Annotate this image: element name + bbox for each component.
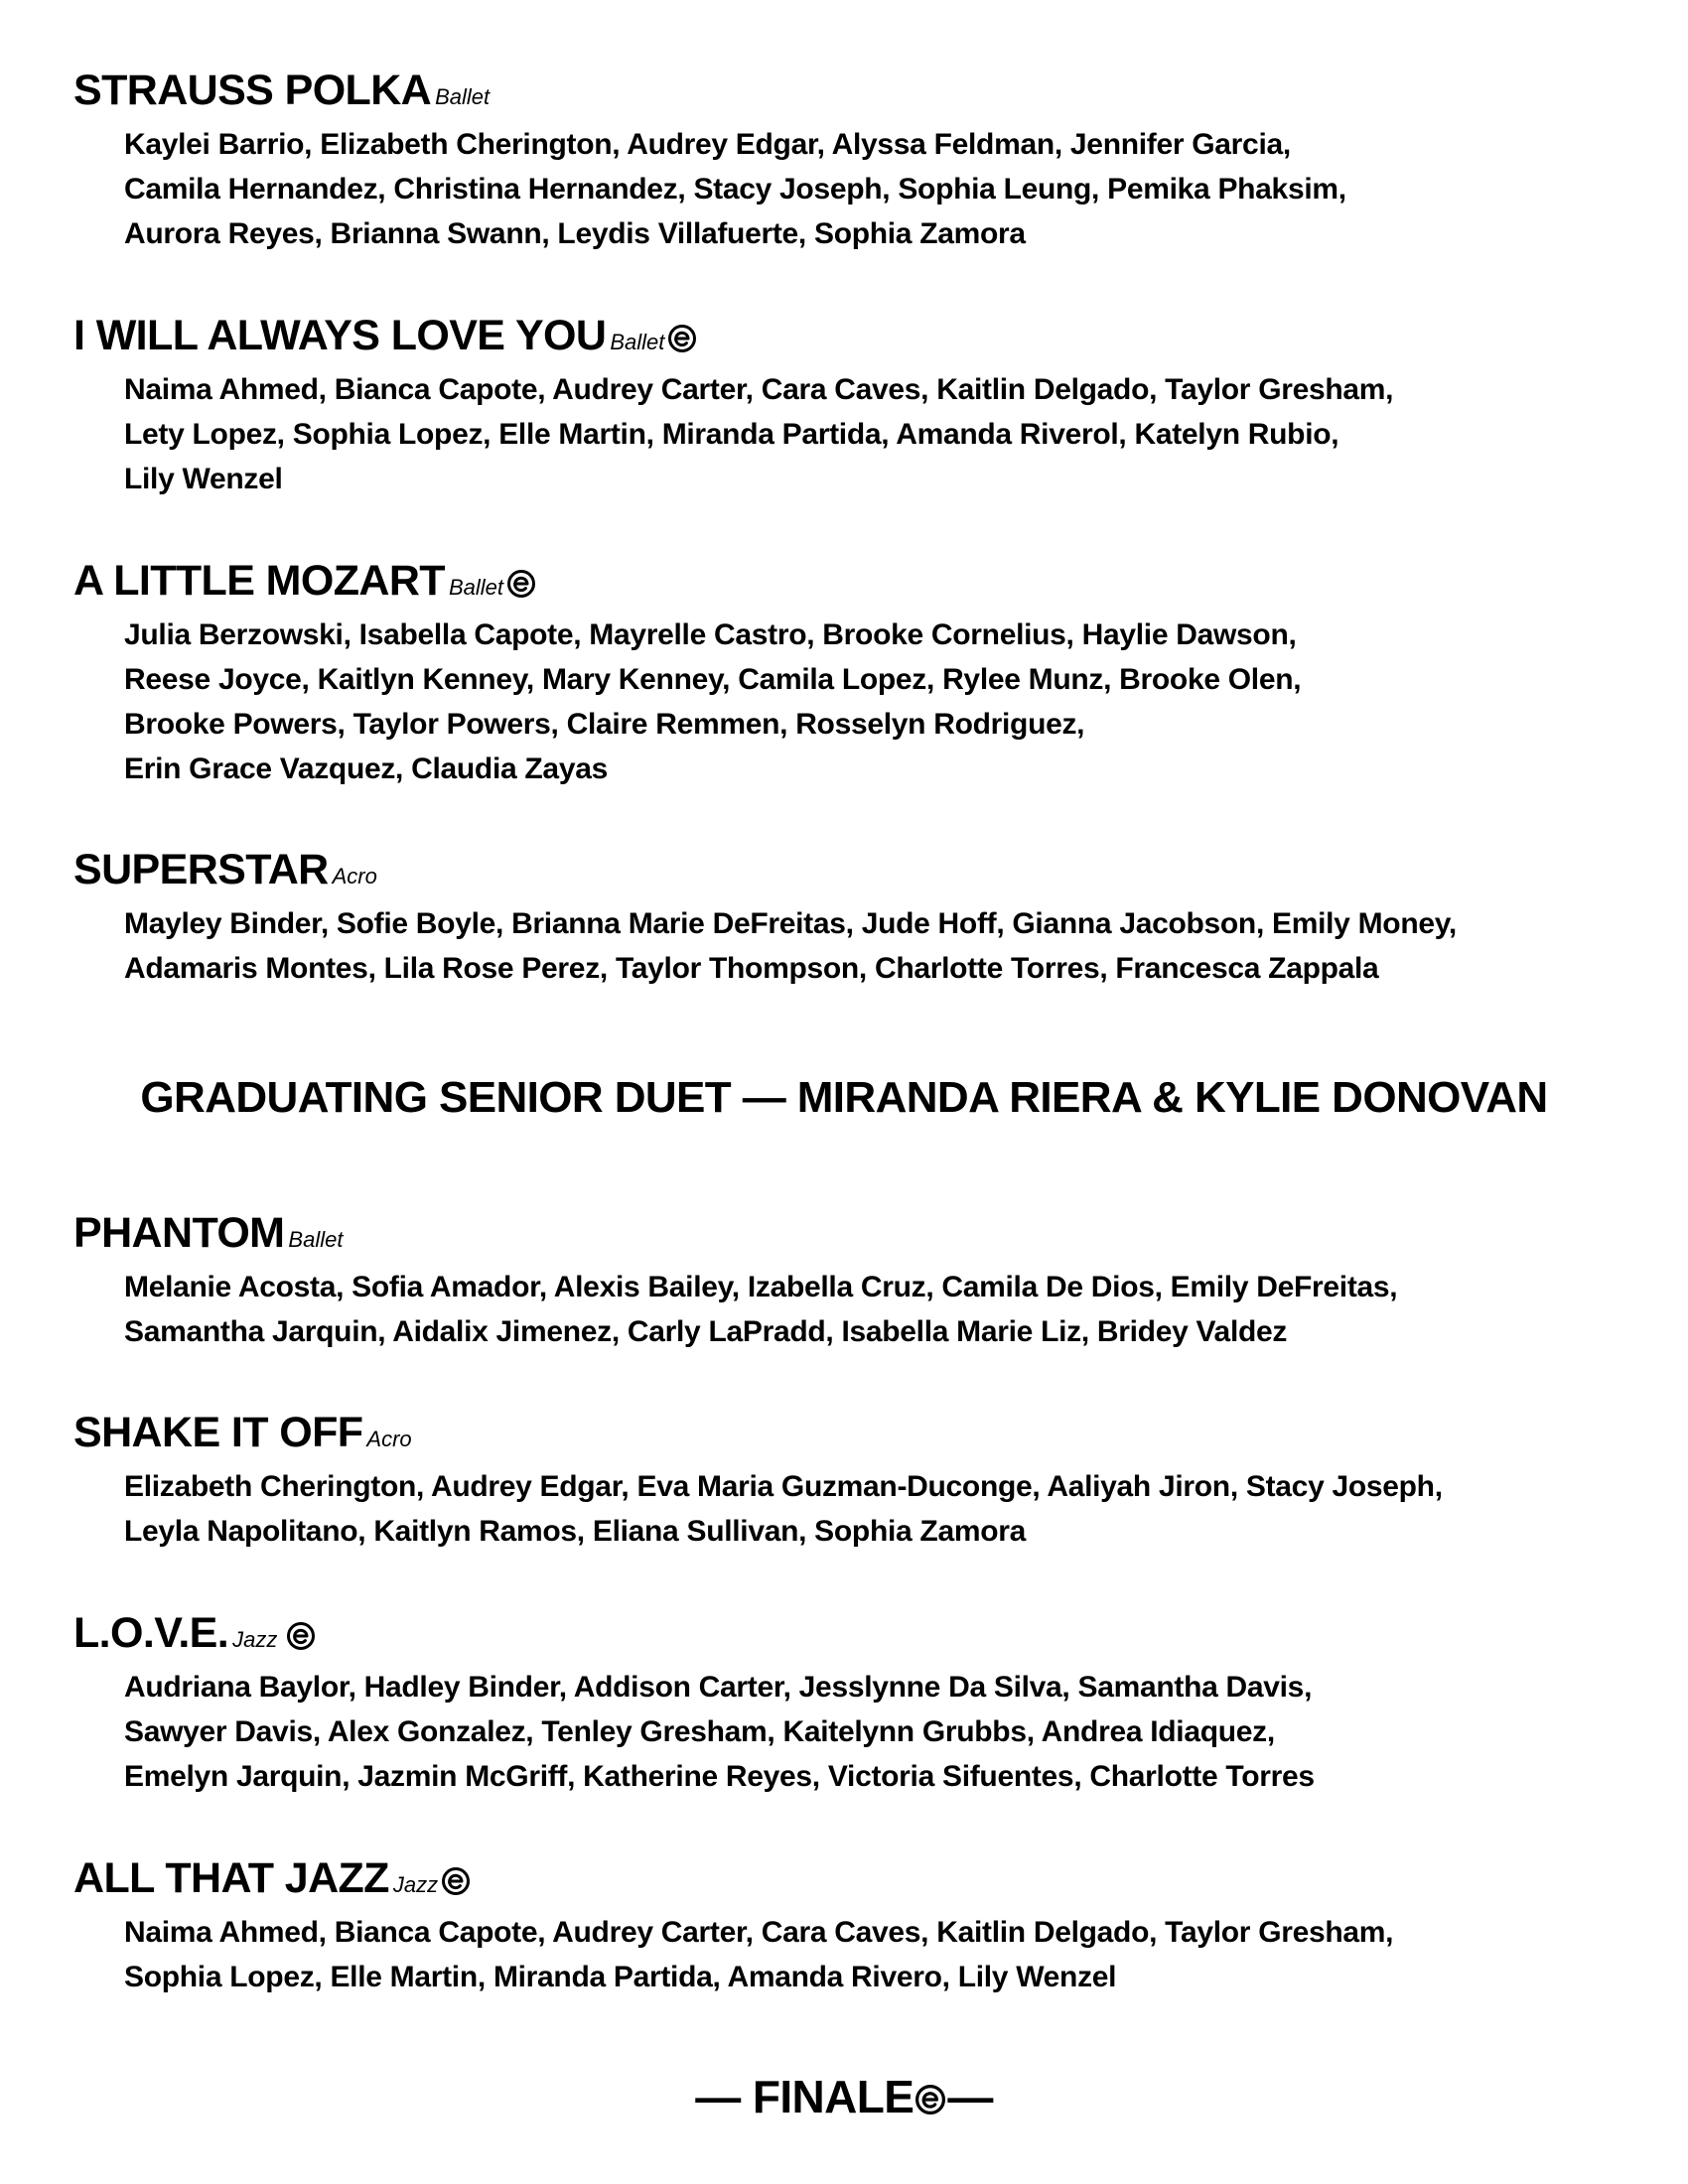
senior-duet-announcement: GRADUATING SENIOR DUET — MIRANDA RIERA & KYLIE DONOVAN <box>140 1073 1548 1122</box>
cast-line: Leyla Napolitano, Kaitlyn Ramos, Eliana Sullivan, Sophia Zamora <box>124 1515 1026 1548</box>
dance-title <box>73 1853 1622 1910</box>
cast-line: Julia Berzowski, Isabella Capote, Mayrelle Castro, Brooke Cornelius, Haylie Dawson, <box>124 618 1297 651</box>
finale-dash: — <box>947 2071 993 2122</box>
dance-title <box>73 845 1622 901</box>
dance-cast <box>73 1665 1584 1799</box>
dance-genre: Ballet <box>288 1227 344 1252</box>
dance-genre: Ballet <box>610 330 665 354</box>
cast-line: Reese Joyce, Kaitlyn Kenney, Mary Kenney, Camila Lopez, Rylee Munz, Brooke Olen, <box>124 663 1302 696</box>
cast-line: Samantha Jarquin, Aidalix Jimenez, Carly LaPradd, Isabella Marie Liz, Bridey Valdez <box>124 1315 1288 1348</box>
dance-cast <box>73 1464 1584 1554</box>
dance-name: PHANTOM <box>73 1209 285 1257</box>
cast-line: Kaylei Barrio, Elizabeth Cherington, Audrey Edgar, Alyssa Feldman, Jennifer Garcia, <box>124 128 1291 161</box>
dance-title <box>73 66 1622 122</box>
dance-name: STRAUSS POLKA <box>73 67 432 114</box>
cast-line: Audriana Baylor, Hadley Binder, Addison Carter, Jesslynne Da Silva, Samantha Davis, <box>124 1671 1313 1704</box>
dance-cast <box>73 901 1584 991</box>
cast-line: Naima Ahmed, Bianca Capote, Audrey Carter, Cara Caves, Kaitlin Delgado, Taylor Gresham, <box>124 1916 1394 1949</box>
cast-line: Lety Lopez, Sophia Lopez, Elle Martin, Miranda Partida, Amanda Riverol, Katelyn Rubio, <box>124 418 1339 451</box>
dance-entry <box>73 1208 1622 1354</box>
cast-line: Sawyer Davis, Alex Gonzalez, Tenley Gresham, Kaitelynn Grubbs, Andrea Idiaquez, <box>124 1715 1275 1748</box>
dance-entry <box>73 1853 1622 1999</box>
dance-genre: Ballet <box>448 575 503 600</box>
dance-title <box>73 1408 1622 1464</box>
cast-line: Brooke Powers, Taylor Powers, Claire Remmen, Rosselyn Rodriguez, <box>124 708 1085 741</box>
cast-line: Sophia Lopez, Elle Martin, Miranda Partida, Amanda Rivero, Lily Wenzel <box>124 1961 1117 1993</box>
dance-entry <box>73 311 1622 501</box>
dance-entry <box>73 1608 1622 1799</box>
dance-entry <box>73 845 1622 991</box>
dance-cast <box>73 1910 1584 1999</box>
dance-entry <box>73 556 1622 791</box>
dance-cast <box>73 613 1584 791</box>
dance-cast <box>73 367 1584 501</box>
dance-title <box>73 1208 1622 1265</box>
dance-genre: Ballet <box>435 84 491 109</box>
dance-name: ALL THAT JAZZ <box>73 1854 389 1902</box>
cast-line: Aurora Reyes, Brianna Swann, Leydis Villafuerte, Sophia Zamora <box>124 217 1026 250</box>
finale-label: — FINALE <box>695 2071 914 2122</box>
dance-entry <box>73 66 1622 256</box>
circled-e-icon <box>507 570 535 598</box>
cast-line: Lily Wenzel <box>124 463 283 495</box>
dance-genre: Acro <box>332 864 377 888</box>
cast-line: Emelyn Jarquin, Jazmin McGriff, Katherine Reyes, Victoria Sifuentes, Charlotte Torres <box>124 1760 1315 1793</box>
circled-e-icon <box>442 1867 470 1895</box>
dance-title <box>73 556 1622 613</box>
dance-genre: Jazz <box>392 1872 439 1897</box>
cast-line: Melanie Acosta, Sofia Amador, Alexis Bailey, Izabella Cruz, Camila De Dios, Emily DeFreitas, <box>124 1271 1398 1303</box>
circled-e-icon <box>287 1622 315 1650</box>
circled-e-icon <box>668 325 696 352</box>
dance-cast <box>73 122 1584 256</box>
finale-heading <box>0 2070 1688 2123</box>
dance-genre: Acro <box>366 1427 412 1451</box>
dance-cast <box>73 1265 1584 1354</box>
dance-entry <box>73 1408 1622 1554</box>
dance-title <box>73 1608 1622 1665</box>
dance-name: I WILL ALWAYS LOVE YOU <box>73 312 607 359</box>
cast-line: Mayley Binder, Sofie Boyle, Brianna Marie DeFreitas, Jude Hoff, Gianna Jacobson, Emily Money, <box>124 907 1457 940</box>
cast-line: Erin Grace Vazquez, Claudia Zayas <box>124 752 608 785</box>
dance-genre: Jazz <box>232 1627 278 1652</box>
cast-line: Camila Hernandez, Christina Hernandez, Stacy Joseph, Sophia Leung, Pemika Phaksim, <box>124 173 1346 205</box>
dance-name: L.O.V.E. <box>73 1609 229 1657</box>
cast-line: Adamaris Montes, Lila Rose Perez, Taylor Thompson, Charlotte Torres, Francesca Zappala <box>124 952 1379 985</box>
dance-name: SHAKE IT OFF <box>73 1409 363 1456</box>
circled-e-icon <box>915 2085 945 2115</box>
dance-title <box>73 311 1622 367</box>
dance-name: SUPERSTAR <box>73 846 329 893</box>
cast-line: Elizabeth Cherington, Audrey Edgar, Eva Maria Guzman-Duconge, Aaliyah Jiron, Stacy Joseph, <box>124 1470 1443 1503</box>
dance-name: A LITTLE MOZART <box>73 557 445 605</box>
cast-line: Naima Ahmed, Bianca Capote, Audrey Carter, Cara Caves, Kaitlin Delgado, Taylor Gresham, <box>124 373 1394 406</box>
